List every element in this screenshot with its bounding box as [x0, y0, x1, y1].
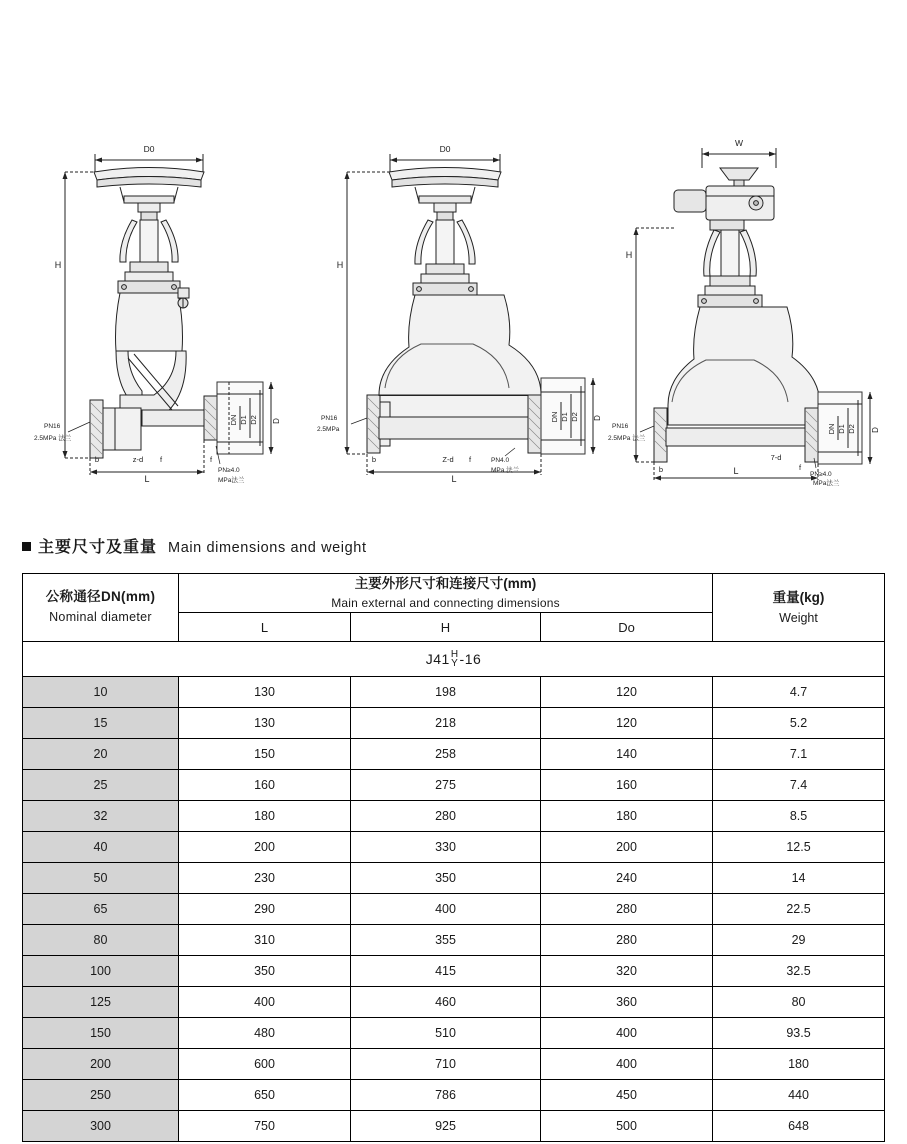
svg-text:L: L	[451, 474, 457, 484]
cell-length-l: 600	[179, 1049, 351, 1080]
table-row	[23, 770, 885, 801]
svg-text:2.5MPa: 2.5MPa	[317, 426, 340, 433]
cell-weight: 12.5	[713, 832, 885, 863]
svg-text:D: D	[272, 418, 281, 424]
main-dimensions-table	[22, 573, 885, 1142]
cell-weight: 29	[713, 925, 885, 956]
svg-text:PN4.0: PN4.0	[491, 457, 510, 464]
header-col-l: L	[179, 613, 351, 642]
table-row	[23, 1080, 885, 1111]
cell-weight: 7.1	[713, 739, 885, 770]
cell-length-l: 400	[179, 987, 351, 1018]
cell-height-h: 786	[351, 1080, 541, 1111]
svg-text:D0: D0	[439, 144, 451, 154]
header-col-h: H	[351, 613, 541, 642]
cell-height-h: 710	[351, 1049, 541, 1080]
cell-height-h: 280	[351, 801, 541, 832]
svg-text:f: f	[159, 455, 163, 464]
header-nominal-diameter-cn: 公称通径DN(mm)	[45, 589, 156, 605]
cell-do: 360	[541, 987, 713, 1018]
header-main-dimensions-cn: 主要外形尺寸和连接尺寸(mm)	[354, 576, 537, 591]
svg-text:z-d: z-d	[132, 455, 144, 464]
cell-weight: 440	[713, 1080, 885, 1111]
cell-do: 280	[541, 894, 713, 925]
cell-nominal-diameter: 100	[23, 956, 179, 987]
model-sup: H	[450, 648, 459, 660]
cell-do: 180	[541, 801, 713, 832]
cell-nominal-diameter: 150	[23, 1018, 179, 1049]
cell-do: 160	[541, 770, 713, 801]
table-row	[23, 708, 885, 739]
cell-height-h: 218	[351, 708, 541, 739]
svg-text:MPa法兰: MPa法兰	[218, 477, 245, 484]
svg-text:PN16: PN16	[612, 423, 629, 430]
cell-do: 280	[541, 925, 713, 956]
cell-nominal-diameter: 250	[23, 1080, 179, 1111]
cell-weight: 648	[713, 1111, 885, 1142]
svg-text:PN16: PN16	[321, 415, 338, 422]
cell-do: 120	[541, 677, 713, 708]
svg-text:f: f	[468, 455, 472, 464]
cell-nominal-diameter: 10	[23, 677, 179, 708]
cell-length-l: 290	[179, 894, 351, 925]
cell-length-l: 160	[179, 770, 351, 801]
cell-height-h: 400	[351, 894, 541, 925]
table-body	[23, 677, 885, 1142]
cell-weight: 22.5	[713, 894, 885, 925]
cell-nominal-diameter: 25	[23, 770, 179, 801]
model-prefix: J41	[425, 651, 450, 668]
section-title-en: Main dimensions and weight	[168, 540, 367, 556]
table-row	[23, 1018, 885, 1049]
cell-weight: 32.5	[713, 956, 885, 987]
section-title-cn: 主要尺寸及重量	[38, 539, 158, 556]
header-main-dimensions-en: Main external and connecting dimensions	[331, 596, 560, 611]
table-row	[23, 894, 885, 925]
cell-do: 500	[541, 1111, 713, 1142]
model-sub: Y	[451, 658, 459, 670]
svg-text:L: L	[144, 474, 150, 484]
header-weight-cn: 重量(kg)	[772, 589, 825, 605]
cell-height-h: 198	[351, 677, 541, 708]
svg-text:H: H	[54, 260, 62, 270]
cell-do: 320	[541, 956, 713, 987]
svg-text:D2: D2	[249, 415, 258, 425]
cell-do: 450	[541, 1080, 713, 1111]
cell-do: 400	[541, 1018, 713, 1049]
svg-text:DN: DN	[550, 411, 559, 423]
cell-length-l: 650	[179, 1080, 351, 1111]
cell-do: 400	[541, 1049, 713, 1080]
svg-text:2.5MPa 法兰: 2.5MPa 法兰	[608, 435, 646, 442]
cell-weight: 14	[713, 863, 885, 894]
cell-weight: 8.5	[713, 801, 885, 832]
drawing-handwheel-straight-globe-valve	[315, 110, 605, 484]
header-main-dimensions	[179, 574, 713, 613]
cell-height-h: 415	[351, 956, 541, 987]
cell-height-h: 355	[351, 925, 541, 956]
table-row	[23, 1111, 885, 1142]
cell-nominal-diameter: 125	[23, 987, 179, 1018]
svg-text:DN: DN	[827, 423, 836, 435]
cell-do: 120	[541, 708, 713, 739]
table-header	[23, 574, 885, 642]
drawing-electric-actuator-globe-valve	[608, 110, 900, 487]
cell-nominal-diameter: 65	[23, 894, 179, 925]
svg-text:W: W	[734, 138, 744, 148]
table-row	[23, 1049, 885, 1080]
svg-text:H: H	[336, 260, 344, 270]
model-designation	[426, 650, 482, 669]
svg-text:PN≥4.0: PN≥4.0	[810, 471, 832, 478]
cell-nominal-diameter: 80	[23, 925, 179, 956]
svg-text:L: L	[733, 466, 739, 476]
svg-text:PN16: PN16	[44, 423, 61, 430]
svg-text:D0: D0	[143, 144, 155, 154]
cell-weight: 4.7	[713, 677, 885, 708]
cell-height-h: 925	[351, 1111, 541, 1142]
svg-text:Z-d: Z-d	[442, 455, 454, 464]
cell-nominal-diameter: 50	[23, 863, 179, 894]
svg-text:MPa 法兰: MPa 法兰	[491, 467, 520, 474]
svg-text:D1: D1	[560, 412, 569, 422]
header-col-do: Do	[541, 613, 713, 642]
table-row	[23, 863, 885, 894]
svg-text:f: f	[798, 463, 802, 472]
svg-text:D1: D1	[239, 415, 248, 425]
cell-height-h: 460	[351, 987, 541, 1018]
drawing-handwheel-angle-globe-valve	[20, 110, 310, 484]
cell-weight: 7.4	[713, 770, 885, 801]
svg-text:DN: DN	[229, 414, 238, 426]
cell-height-h: 275	[351, 770, 541, 801]
svg-text:f: f	[209, 455, 213, 464]
cell-do: 140	[541, 739, 713, 770]
valve-drawings-panel	[0, 110, 907, 487]
svg-text:D: D	[593, 415, 602, 421]
svg-text:PN≥4.0: PN≥4.0	[218, 467, 240, 474]
cell-weight: 5.2	[713, 708, 885, 739]
model-designation-row	[23, 642, 885, 677]
svg-text:D1: D1	[837, 424, 846, 434]
cell-do: 200	[541, 832, 713, 863]
cell-length-l: 230	[179, 863, 351, 894]
svg-text:b: b	[371, 455, 377, 464]
cell-nominal-diameter: 15	[23, 708, 179, 739]
cell-do: 240	[541, 863, 713, 894]
cell-length-l: 350	[179, 956, 351, 987]
cell-weight: 180	[713, 1049, 885, 1080]
section-title	[22, 534, 367, 557]
header-weight	[713, 574, 885, 642]
svg-text:D2: D2	[847, 424, 856, 434]
cell-length-l: 480	[179, 1018, 351, 1049]
header-weight-en: Weight	[779, 611, 818, 626]
svg-text:b: b	[658, 465, 664, 474]
svg-text:2.5MPa 法兰: 2.5MPa 法兰	[34, 435, 72, 442]
cell-length-l: 130	[179, 677, 351, 708]
cell-length-l: 150	[179, 739, 351, 770]
cell-nominal-diameter: 32	[23, 801, 179, 832]
cell-height-h: 330	[351, 832, 541, 863]
svg-text:D: D	[871, 427, 880, 433]
table-row	[23, 677, 885, 708]
model-hy-stack	[451, 650, 459, 669]
cell-length-l: 180	[179, 801, 351, 832]
table-row	[23, 739, 885, 770]
cell-height-h: 510	[351, 1018, 541, 1049]
svg-text:b: b	[94, 455, 100, 464]
table-row	[23, 987, 885, 1018]
svg-text:D2: D2	[570, 412, 579, 422]
table-row	[23, 956, 885, 987]
cell-weight: 80	[713, 987, 885, 1018]
cell-nominal-diameter: 20	[23, 739, 179, 770]
model-suffix: -16	[459, 651, 482, 668]
table-row	[23, 832, 885, 863]
table-row	[23, 925, 885, 956]
cell-height-h: 350	[351, 863, 541, 894]
cell-nominal-diameter: 300	[23, 1111, 179, 1142]
svg-text:H: H	[625, 250, 633, 260]
cell-height-h: 258	[351, 739, 541, 770]
header-nominal-diameter	[23, 574, 179, 642]
model-designation-cell	[23, 642, 885, 677]
cell-nominal-diameter: 200	[23, 1049, 179, 1080]
cell-weight: 93.5	[713, 1018, 885, 1049]
header-nominal-diameter-en: Nominal diameter	[49, 610, 152, 625]
svg-text:MPa法兰: MPa法兰	[813, 480, 840, 487]
cell-length-l: 130	[179, 708, 351, 739]
cell-length-l: 750	[179, 1111, 351, 1142]
cell-nominal-diameter: 40	[23, 832, 179, 863]
section-bullet-icon	[22, 542, 31, 551]
cell-length-l: 310	[179, 925, 351, 956]
table-row	[23, 801, 885, 832]
svg-text:7-d: 7-d	[770, 453, 782, 462]
cell-length-l: 200	[179, 832, 351, 863]
